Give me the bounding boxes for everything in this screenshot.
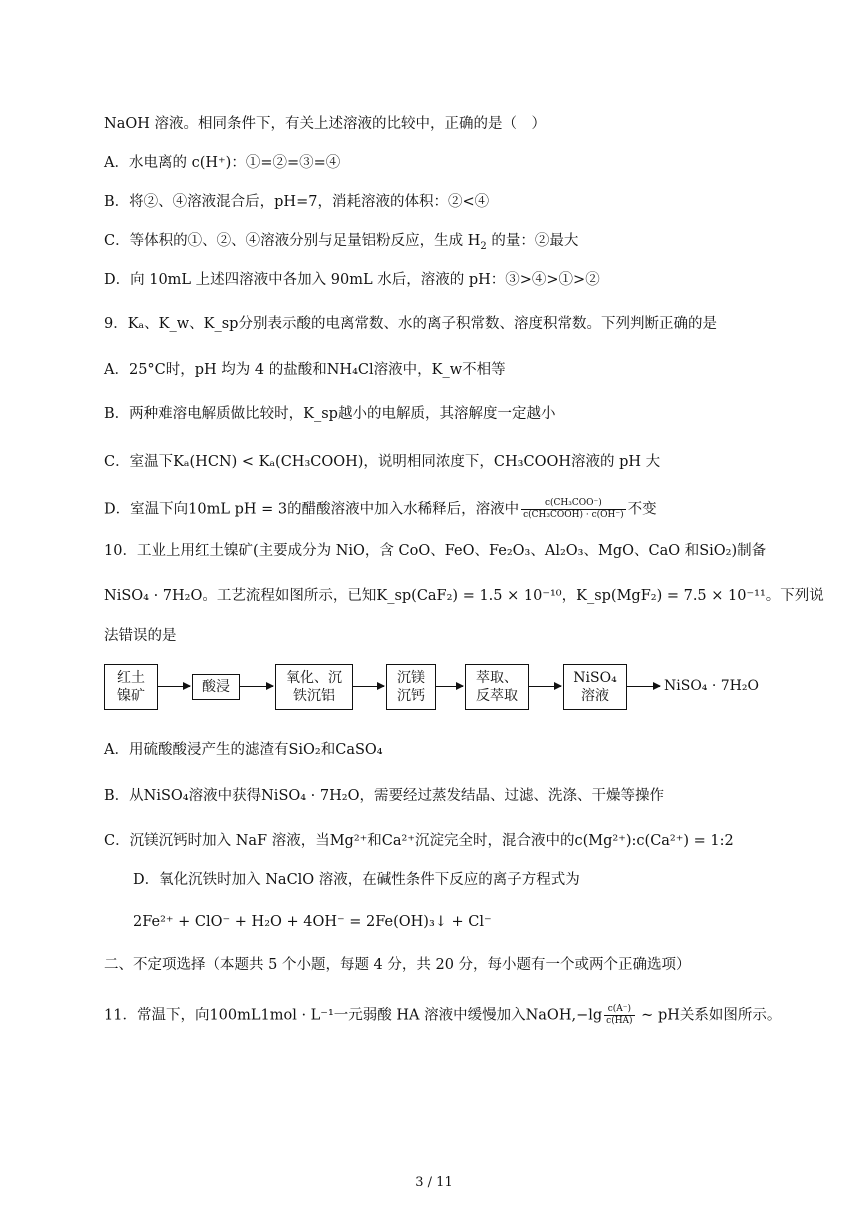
page-number: 3 / 11 — [415, 1175, 453, 1190]
q9-option-b: B．两种难溶电解质做比较时，K_sp越小的电解质，其溶解度一定越小 — [104, 406, 556, 422]
flow-arrow — [352, 686, 384, 687]
flow-step-oxidize: 氧化、沉 铁沉铝 — [275, 664, 353, 710]
q10-option-d: D．氧化沉铁时加入 NaClO 溶液，在碱性条件下反应的离子方程式为 — [133, 872, 580, 888]
section-2-heading: 二、不定项选择（本题共 5 个小题，每题 4 分，共 20 分，每小题有一个或两个正确选项） — [104, 957, 691, 973]
q10-stem-1: 10．工业上用红土镍矿(主要成分为 NiO，含 CoO、FeO、Fe₂O₃、Al₂O₃、MgO、CaO 和SiO₂)制备 — [104, 543, 767, 559]
q10-stem-2: NiSO₄ · 7H₂O。工艺流程如图所示，已知K_sp(CaF₂) = 1.5 × 10⁻¹⁰，K_sp(MgF₂) = 7.5 × 10⁻¹¹。下列说 — [104, 588, 824, 604]
flow-step-precipitate: 沉镁 沉钙 — [386, 664, 436, 710]
flow-step-acid-leach: 酸浸 — [192, 674, 240, 700]
q10-option-c: C．沉镁沉钙时加入 NaF 溶液，当Mg²⁺和Ca²⁺沉淀完全时，混合液中的c(Mg²⁺):c(Ca²⁺) = 1:2 — [104, 833, 734, 849]
q9-option-c: C．室温下Kₐ(HCN) < Kₐ(CH₃COOH)，说明相同浓度下，CH₃COOH溶液的 pH 大 — [104, 454, 661, 470]
flow-arrow — [528, 686, 561, 687]
q10-stem-3: 法错误的是 — [104, 628, 177, 644]
q9-stem: 9．Kₐ、K_w、K_sp分别表示酸的电离常数、水的离子积常数、溶度积常数。下列判断正确的是 — [104, 316, 717, 332]
q10-option-d-equation: 2Fe²⁺ + ClO⁻ + H₂O + 4OH⁻ = 2Fe(OH)₃↓ + Cl⁻ — [133, 914, 492, 930]
flow-step-solution: NiSO₄ 溶液 — [563, 664, 627, 710]
q8-stem-tail: NaOH 溶液。相同条件下，有关上述溶液的比较中，正确的是（ ） — [104, 116, 546, 132]
process-flowchart — [104, 660, 764, 716]
q10-option-b: B．从NiSO₄溶液中获得NiSO₄ · 7H₂O，需要经过蒸发结晶、过滤、洗涤、干燥等操作 — [104, 788, 664, 804]
q8-option-b: B．将②、④溶液混合后，pH=7，消耗溶液的体积：②<④ — [104, 194, 490, 210]
q11-stem: 11．常温下，向100mL1mol · L⁻¹一元弱酸 HA 溶液中缓慢加入NaOH,−lg $\frac{c(A^-)}{c(HA)}$ ~ pH关系如图所示。 — [104, 1004, 782, 1026]
flow-step-ore: 红土 镍矿 — [104, 664, 158, 710]
q8-option-a: A．水电离的 c(H⁺)：①=②=③=④ — [104, 155, 341, 171]
flow-arrow — [435, 686, 463, 687]
q8-option-d: D．向 10mL 上述四溶液中各加入 90mL 水后，溶液的 pH：③>④>①>② — [104, 272, 600, 288]
flow-output: NiSO₄ · 7H₂O — [664, 678, 759, 694]
q9-option-a: A．25°C时，pH 均为 4 的盐酸和NH₄Cl溶液中，K_w不相等 — [104, 362, 506, 378]
flow-arrow — [157, 686, 190, 687]
q9-option-d: D．室温下向10mL pH = 3的醋酸溶液中加入水稀释后，溶液中 $\frac{\text{c(CH₃COO⁻)}}{\text{c(CH₃COOH) · c(OH⁻)}}$ 不变 — [104, 498, 657, 520]
flow-arrow — [239, 686, 273, 687]
fraction: $\frac{c(A^-)}{c(HA)}$ — [606, 1004, 633, 1026]
flow-arrow — [626, 686, 660, 687]
q10-option-a: A．用硫酸酸浸产生的滤渣有SiO₂和CaSO₄ — [104, 742, 383, 758]
q8-option-c: C．等体积的①、②、④溶液分别与足量铝粉反应，生成 $H_2$ 的量：②最大 — [104, 233, 579, 252]
fraction: $\frac{\text{c(CH₃COO⁻)}}{\text{c(CH₃COOH) · c(OH⁻)}}$ — [523, 498, 624, 520]
flow-step-extract: 萃取、 反萃取 — [465, 664, 529, 710]
